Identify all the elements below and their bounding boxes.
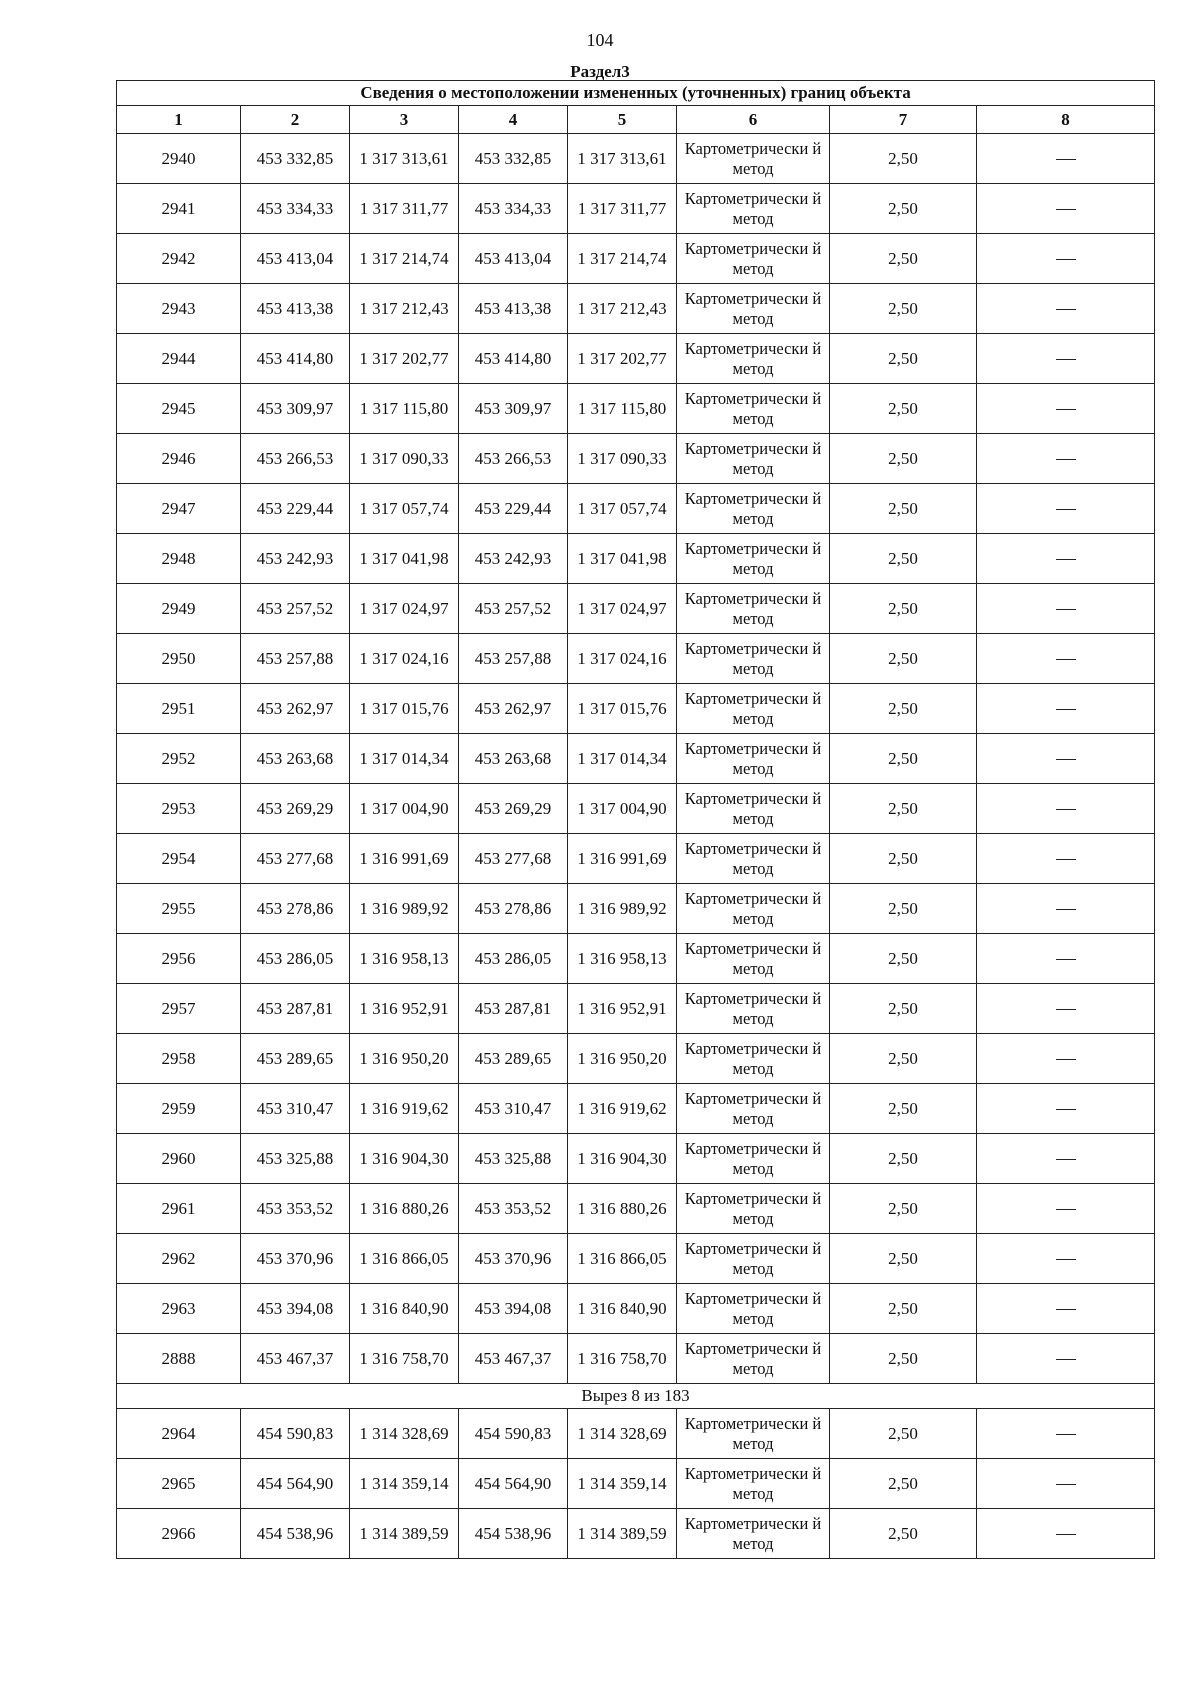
- accuracy-cell: 2,50: [830, 1134, 977, 1184]
- accuracy-cell: 2,50: [830, 384, 977, 434]
- x-existing-cell: 453 370,96: [241, 1234, 350, 1284]
- x-existing-cell: 453 414,80: [241, 334, 350, 384]
- description-cell: [977, 684, 1155, 734]
- dash-mark: [1056, 259, 1076, 260]
- description-cell: [977, 1084, 1155, 1134]
- x-new-cell: 453 353,52: [459, 1184, 568, 1234]
- section-title: Раздел3: [570, 62, 630, 81]
- point-number-cell: 2942: [117, 234, 241, 284]
- x-existing-cell: 453 262,97: [241, 684, 350, 734]
- x-existing-cell: 453 269,29: [241, 784, 350, 834]
- point-number-cell: 2964: [117, 1409, 241, 1459]
- x-existing-cell: 453 325,88: [241, 1134, 350, 1184]
- y-new-cell: 1 317 014,34: [568, 734, 677, 784]
- dash-mark: [1056, 1209, 1076, 1210]
- y-existing-cell: 1 316 991,69: [350, 834, 459, 884]
- dash-mark: [1056, 859, 1076, 860]
- point-number-cell: 2957: [117, 984, 241, 1034]
- dash-mark: [1056, 1109, 1076, 1110]
- accuracy-cell: 2,50: [830, 784, 977, 834]
- point-number-cell: 2958: [117, 1034, 241, 1084]
- y-existing-cell: 1 316 840,90: [350, 1284, 459, 1334]
- method-cell: Картометрически й метод: [677, 534, 830, 584]
- y-new-cell: 1 316 989,92: [568, 884, 677, 934]
- y-new-cell: 1 316 950,20: [568, 1034, 677, 1084]
- x-new-cell: 453 414,80: [459, 334, 568, 384]
- description-cell: [977, 1284, 1155, 1334]
- x-new-cell: 453 289,65: [459, 1034, 568, 1084]
- description-cell: [977, 1334, 1155, 1384]
- accuracy-cell: 2,50: [830, 1084, 977, 1134]
- description-cell: [977, 1459, 1155, 1509]
- y-existing-cell: 1 317 214,74: [350, 234, 459, 284]
- description-cell: [977, 884, 1155, 934]
- table-row: [117, 684, 1155, 734]
- y-new-cell: 1 316 952,91: [568, 984, 677, 1034]
- dash-mark: [1056, 1434, 1076, 1435]
- x-existing-cell: 453 467,37: [241, 1334, 350, 1384]
- description-cell: [977, 734, 1155, 784]
- table-row: [117, 484, 1155, 534]
- description-cell: [977, 984, 1155, 1034]
- dash-mark: [1056, 1159, 1076, 1160]
- method-cell: Картометрически й метод: [677, 834, 830, 884]
- method-cell: Картометрически й метод: [677, 584, 830, 634]
- method-cell: Картометрически й метод: [677, 1184, 830, 1234]
- accuracy-cell: 2,50: [830, 1334, 977, 1384]
- x-new-cell: 453 334,33: [459, 184, 568, 234]
- table-caption-row: [117, 81, 1155, 106]
- accuracy-cell: 2,50: [830, 684, 977, 734]
- table-row: [117, 1509, 1155, 1559]
- x-existing-cell: 453 413,38: [241, 284, 350, 334]
- point-number-cell: 2959: [117, 1084, 241, 1134]
- y-existing-cell: 1 317 311,77: [350, 184, 459, 234]
- x-new-cell: 454 564,90: [459, 1459, 568, 1509]
- table-row: [117, 1234, 1155, 1284]
- column-number: 5: [568, 106, 677, 134]
- description-cell: [977, 1509, 1155, 1559]
- description-cell: [977, 484, 1155, 534]
- y-new-cell: 1 314 328,69: [568, 1409, 677, 1459]
- description-cell: [977, 184, 1155, 234]
- x-existing-cell: 454 564,90: [241, 1459, 350, 1509]
- point-number-cell: 2961: [117, 1184, 241, 1234]
- x-existing-cell: 453 286,05: [241, 934, 350, 984]
- x-existing-cell: 453 263,68: [241, 734, 350, 784]
- page-number: 104: [586, 30, 614, 50]
- y-new-cell: 1 317 311,77: [568, 184, 677, 234]
- y-new-cell: 1 317 015,76: [568, 684, 677, 734]
- point-number-cell: 2955: [117, 884, 241, 934]
- method-cell: Картометрически й метод: [677, 884, 830, 934]
- description-cell: [977, 584, 1155, 634]
- dash-mark: [1056, 359, 1076, 360]
- method-cell: Картометрически й метод: [677, 134, 830, 184]
- y-new-cell: 1 316 758,70: [568, 1334, 677, 1384]
- y-existing-cell: 1 314 389,59: [350, 1509, 459, 1559]
- description-cell: [977, 1234, 1155, 1284]
- dash-mark: [1056, 459, 1076, 460]
- description-cell: [977, 384, 1155, 434]
- x-new-cell: 453 467,37: [459, 1334, 568, 1384]
- x-existing-cell: 453 242,93: [241, 534, 350, 584]
- point-number-cell: 2888: [117, 1334, 241, 1384]
- point-number-cell: 2950: [117, 634, 241, 684]
- column-number: 4: [459, 106, 568, 134]
- accuracy-cell: 2,50: [830, 134, 977, 184]
- point-number-cell: 2954: [117, 834, 241, 884]
- description-cell: [977, 634, 1155, 684]
- y-existing-cell: 1 316 952,91: [350, 984, 459, 1034]
- x-new-cell: 453 242,93: [459, 534, 568, 584]
- accuracy-cell: 2,50: [830, 334, 977, 384]
- x-new-cell: 454 538,96: [459, 1509, 568, 1559]
- method-cell: Картометрически й метод: [677, 334, 830, 384]
- table-row: [117, 1184, 1155, 1234]
- table-row: [117, 284, 1155, 334]
- method-cell: Картометрически й метод: [677, 1334, 830, 1384]
- dash-mark: [1056, 309, 1076, 310]
- description-cell: [977, 934, 1155, 984]
- method-cell: Картометрически й метод: [677, 1234, 830, 1284]
- point-number-cell: 2962: [117, 1234, 241, 1284]
- y-existing-cell: 1 316 758,70: [350, 1334, 459, 1384]
- y-new-cell: 1 316 991,69: [568, 834, 677, 884]
- table-row: [117, 1084, 1155, 1134]
- dash-mark: [1056, 159, 1076, 160]
- x-new-cell: 453 257,52: [459, 584, 568, 634]
- x-new-cell: 453 394,08: [459, 1284, 568, 1334]
- table-row: [117, 184, 1155, 234]
- x-new-cell: 453 263,68: [459, 734, 568, 784]
- accuracy-cell: 2,50: [830, 584, 977, 634]
- table-row: [117, 584, 1155, 634]
- y-new-cell: 1 317 024,16: [568, 634, 677, 684]
- accuracy-cell: 2,50: [830, 1234, 977, 1284]
- y-existing-cell: 1 316 950,20: [350, 1034, 459, 1084]
- x-new-cell: 453 310,47: [459, 1084, 568, 1134]
- x-existing-cell: 453 229,44: [241, 484, 350, 534]
- x-existing-cell: 453 266,53: [241, 434, 350, 484]
- accuracy-cell: 2,50: [830, 434, 977, 484]
- description-cell: [977, 1134, 1155, 1184]
- accuracy-cell: 2,50: [830, 984, 977, 1034]
- x-existing-cell: 453 309,97: [241, 384, 350, 434]
- accuracy-cell: 2,50: [830, 1409, 977, 1459]
- accuracy-cell: 2,50: [830, 1284, 977, 1334]
- x-new-cell: 453 325,88: [459, 1134, 568, 1184]
- column-number: 6: [677, 106, 830, 134]
- table-row: [117, 1034, 1155, 1084]
- y-existing-cell: 1 314 328,69: [350, 1409, 459, 1459]
- boundary-coordinates-table: [116, 80, 1155, 1559]
- x-existing-cell: 453 394,08: [241, 1284, 350, 1334]
- y-existing-cell: 1 317 015,76: [350, 684, 459, 734]
- method-cell: Картометрически й метод: [677, 734, 830, 784]
- table-row: [117, 134, 1155, 184]
- x-new-cell: 453 309,97: [459, 384, 568, 434]
- dash-mark: [1056, 759, 1076, 760]
- method-cell: Картометрически й метод: [677, 484, 830, 534]
- column-number: 2: [241, 106, 350, 134]
- y-new-cell: 1 316 919,62: [568, 1084, 677, 1134]
- table-row: [117, 1284, 1155, 1334]
- accuracy-cell: 2,50: [830, 1459, 977, 1509]
- method-cell: Картометрически й метод: [677, 784, 830, 834]
- x-new-cell: 454 590,83: [459, 1409, 568, 1459]
- dash-mark: [1056, 559, 1076, 560]
- dash-mark: [1056, 409, 1076, 410]
- x-existing-cell: 453 257,52: [241, 584, 350, 634]
- description-cell: [977, 1184, 1155, 1234]
- accuracy-cell: 2,50: [830, 1034, 977, 1084]
- column-number: 3: [350, 106, 459, 134]
- method-cell: Картометрически й метод: [677, 1034, 830, 1084]
- point-number-cell: 2945: [117, 384, 241, 434]
- y-new-cell: 1 314 359,14: [568, 1459, 677, 1509]
- description-cell: [977, 434, 1155, 484]
- x-new-cell: 453 266,53: [459, 434, 568, 484]
- x-existing-cell: 453 353,52: [241, 1184, 350, 1234]
- method-cell: Картометрически й метод: [677, 1409, 830, 1459]
- method-cell: Картометрически й метод: [677, 1284, 830, 1334]
- x-new-cell: 453 262,97: [459, 684, 568, 734]
- description-cell: [977, 334, 1155, 384]
- table-row: [117, 334, 1155, 384]
- dash-mark: [1056, 1534, 1076, 1535]
- dash-mark: [1056, 1359, 1076, 1360]
- dash-mark: [1056, 209, 1076, 210]
- description-cell: [977, 234, 1155, 284]
- y-new-cell: 1 317 214,74: [568, 234, 677, 284]
- point-number-cell: 2948: [117, 534, 241, 584]
- y-existing-cell: 1 317 313,61: [350, 134, 459, 184]
- x-existing-cell: 454 590,83: [241, 1409, 350, 1459]
- accuracy-cell: 2,50: [830, 834, 977, 884]
- x-existing-cell: 453 334,33: [241, 184, 350, 234]
- point-number-cell: 2944: [117, 334, 241, 384]
- y-existing-cell: 1 317 004,90: [350, 784, 459, 834]
- dash-mark: [1056, 959, 1076, 960]
- x-new-cell: 453 277,68: [459, 834, 568, 884]
- column-number: 8: [977, 106, 1155, 134]
- column-numbers-row: [117, 106, 1155, 134]
- y-existing-cell: 1 317 024,97: [350, 584, 459, 634]
- accuracy-cell: 2,50: [830, 884, 977, 934]
- x-new-cell: 453 257,88: [459, 634, 568, 684]
- x-new-cell: 453 269,29: [459, 784, 568, 834]
- table-row: [117, 234, 1155, 284]
- description-cell: [977, 134, 1155, 184]
- method-cell: Картометрически й метод: [677, 434, 830, 484]
- x-existing-cell: 453 278,86: [241, 884, 350, 934]
- y-existing-cell: 1 317 090,33: [350, 434, 459, 484]
- dash-mark: [1056, 659, 1076, 660]
- y-new-cell: 1 317 057,74: [568, 484, 677, 534]
- accuracy-cell: 2,50: [830, 1509, 977, 1559]
- method-cell: Картометрически й метод: [677, 1084, 830, 1134]
- accuracy-cell: 2,50: [830, 284, 977, 334]
- point-number-cell: 2953: [117, 784, 241, 834]
- point-number-cell: 2947: [117, 484, 241, 534]
- dash-mark: [1056, 1059, 1076, 1060]
- y-existing-cell: 1 316 904,30: [350, 1134, 459, 1184]
- method-cell: Картометрически й метод: [677, 184, 830, 234]
- y-new-cell: 1 314 389,59: [568, 1509, 677, 1559]
- y-new-cell: 1 317 041,98: [568, 534, 677, 584]
- y-new-cell: 1 316 840,90: [568, 1284, 677, 1334]
- x-new-cell: 453 278,86: [459, 884, 568, 934]
- dash-mark: [1056, 709, 1076, 710]
- method-cell: Картометрически й метод: [677, 384, 830, 434]
- point-number-cell: 2943: [117, 284, 241, 334]
- dash-mark: [1056, 509, 1076, 510]
- table-row: [117, 634, 1155, 684]
- accuracy-cell: 2,50: [830, 634, 977, 684]
- x-new-cell: 453 413,38: [459, 284, 568, 334]
- x-existing-cell: 453 413,04: [241, 234, 350, 284]
- x-new-cell: 453 332,85: [459, 134, 568, 184]
- table-row: [117, 1134, 1155, 1184]
- accuracy-cell: 2,50: [830, 484, 977, 534]
- y-new-cell: 1 317 090,33: [568, 434, 677, 484]
- method-cell: Картометрически й метод: [677, 934, 830, 984]
- x-existing-cell: 453 257,88: [241, 634, 350, 684]
- description-cell: [977, 1034, 1155, 1084]
- x-new-cell: 453 413,04: [459, 234, 568, 284]
- table-caption: Сведения о местоположении измененных (уточненных) границ объекта: [117, 81, 1155, 106]
- description-cell: [977, 534, 1155, 584]
- table-row: [117, 784, 1155, 834]
- accuracy-cell: 2,50: [830, 534, 977, 584]
- x-new-cell: 453 287,81: [459, 984, 568, 1034]
- y-existing-cell: 1 316 919,62: [350, 1084, 459, 1134]
- y-existing-cell: 1 316 866,05: [350, 1234, 459, 1284]
- dash-mark: [1056, 1259, 1076, 1260]
- x-existing-cell: 453 332,85: [241, 134, 350, 184]
- accuracy-cell: 2,50: [830, 734, 977, 784]
- y-existing-cell: 1 317 212,43: [350, 284, 459, 334]
- dash-mark: [1056, 1309, 1076, 1310]
- point-number-cell: 2946: [117, 434, 241, 484]
- table-row: [117, 734, 1155, 784]
- y-new-cell: 1 316 880,26: [568, 1184, 677, 1234]
- dash-mark: [1056, 609, 1076, 610]
- dash-mark: [1056, 909, 1076, 910]
- table-row: [117, 834, 1155, 884]
- point-number-cell: 2960: [117, 1134, 241, 1184]
- method-cell: Картометрически й метод: [677, 984, 830, 1034]
- y-existing-cell: 1 317 024,16: [350, 634, 459, 684]
- x-existing-cell: 453 310,47: [241, 1084, 350, 1134]
- table-row: [117, 934, 1155, 984]
- x-existing-cell: 453 287,81: [241, 984, 350, 1034]
- table-body: [117, 134, 1155, 1559]
- y-new-cell: 1 317 202,77: [568, 334, 677, 384]
- y-new-cell: 1 316 958,13: [568, 934, 677, 984]
- point-number-cell: 2941: [117, 184, 241, 234]
- point-number-cell: 2963: [117, 1284, 241, 1334]
- segment-label-row: [117, 1384, 1155, 1409]
- table-row: [117, 434, 1155, 484]
- x-existing-cell: 453 277,68: [241, 834, 350, 884]
- x-existing-cell: 454 538,96: [241, 1509, 350, 1559]
- method-cell: Картометрически й метод: [677, 684, 830, 734]
- method-cell: Картометрически й метод: [677, 1134, 830, 1184]
- description-cell: [977, 834, 1155, 884]
- y-new-cell: 1 317 004,90: [568, 784, 677, 834]
- dash-mark: [1056, 1009, 1076, 1010]
- y-new-cell: 1 317 313,61: [568, 134, 677, 184]
- y-existing-cell: 1 317 041,98: [350, 534, 459, 584]
- dash-mark: [1056, 809, 1076, 810]
- y-new-cell: 1 316 866,05: [568, 1234, 677, 1284]
- y-existing-cell: 1 316 989,92: [350, 884, 459, 934]
- y-existing-cell: 1 316 958,13: [350, 934, 459, 984]
- x-existing-cell: 453 289,65: [241, 1034, 350, 1084]
- accuracy-cell: 2,50: [830, 1184, 977, 1234]
- table-row: [117, 984, 1155, 1034]
- table-row: [117, 1334, 1155, 1384]
- column-number: 1: [117, 106, 241, 134]
- y-existing-cell: 1 317 014,34: [350, 734, 459, 784]
- x-new-cell: 453 229,44: [459, 484, 568, 534]
- dash-mark: [1056, 1484, 1076, 1485]
- point-number-cell: 2949: [117, 584, 241, 634]
- accuracy-cell: 2,50: [830, 234, 977, 284]
- method-cell: Картометрически й метод: [677, 284, 830, 334]
- y-new-cell: 1 316 904,30: [568, 1134, 677, 1184]
- accuracy-cell: 2,50: [830, 184, 977, 234]
- table-row: [117, 1459, 1155, 1509]
- point-number-cell: 2956: [117, 934, 241, 984]
- point-number-cell: 2951: [117, 684, 241, 734]
- y-new-cell: 1 317 212,43: [568, 284, 677, 334]
- accuracy-cell: 2,50: [830, 934, 977, 984]
- table-row: [117, 884, 1155, 934]
- point-number-cell: 2965: [117, 1459, 241, 1509]
- method-cell: Картометрически й метод: [677, 234, 830, 284]
- column-number: 7: [830, 106, 977, 134]
- description-cell: [977, 284, 1155, 334]
- x-new-cell: 453 286,05: [459, 934, 568, 984]
- y-existing-cell: 1 317 057,74: [350, 484, 459, 534]
- x-new-cell: 453 370,96: [459, 1234, 568, 1284]
- segment-label: Вырез 8 из 183: [117, 1384, 1155, 1409]
- method-cell: Картометрически й метод: [677, 634, 830, 684]
- table-row: [117, 384, 1155, 434]
- point-number-cell: 2940: [117, 134, 241, 184]
- table-row: [117, 534, 1155, 584]
- y-existing-cell: 1 314 359,14: [350, 1459, 459, 1509]
- y-existing-cell: 1 317 115,80: [350, 384, 459, 434]
- method-cell: Картометрически й метод: [677, 1509, 830, 1559]
- table-row: [117, 1409, 1155, 1459]
- point-number-cell: 2952: [117, 734, 241, 784]
- y-new-cell: 1 317 024,97: [568, 584, 677, 634]
- point-number-cell: 2966: [117, 1509, 241, 1559]
- y-existing-cell: 1 317 202,77: [350, 334, 459, 384]
- description-cell: [977, 784, 1155, 834]
- y-existing-cell: 1 316 880,26: [350, 1184, 459, 1234]
- y-new-cell: 1 317 115,80: [568, 384, 677, 434]
- method-cell: Картометрически й метод: [677, 1459, 830, 1509]
- description-cell: [977, 1409, 1155, 1459]
